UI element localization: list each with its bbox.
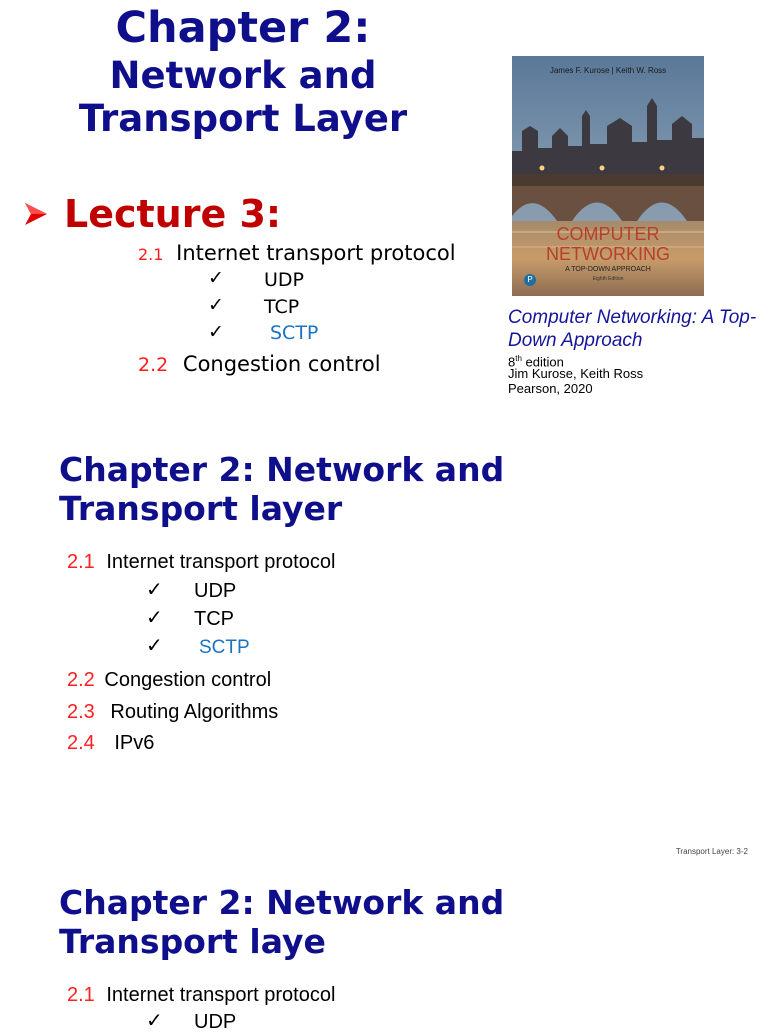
book-authors-caption: Jim Kurose, Keith Ross	[508, 366, 644, 381]
item-number: 2.4	[67, 732, 95, 754]
item-text: Congestion control	[104, 669, 272, 691]
edition-number: 8	[508, 354, 516, 370]
checkmark-icon: ✓	[208, 267, 224, 289]
slide3-item-2-1	[67, 984, 335, 1007]
slide1-title-line1: Chapter 2:	[115, 3, 371, 53]
book-authors: James F. Kurose | Keith W. Ross	[549, 66, 667, 75]
item-text: Routing Algorithms	[110, 701, 279, 723]
slide2-item-udp	[146, 577, 237, 602]
book-cover-title-1: COMPUTER	[556, 224, 660, 244]
item-text: SCTP	[199, 637, 250, 658]
slide2-item-2-4	[67, 732, 154, 755]
item-text: Congestion control	[182, 352, 381, 376]
item-number: 2.1	[67, 551, 95, 573]
checkmark-icon: ✓	[208, 294, 224, 316]
lecture-label: Lecture 3:	[64, 192, 282, 236]
slide1-title-line2: Network and	[109, 54, 377, 98]
slide1-item-2-1	[138, 241, 456, 265]
item-text: SCTP	[270, 322, 319, 344]
book-cover-edition: Eighth Edition	[592, 276, 624, 282]
slide1-item-sctp	[208, 321, 319, 344]
slide2-item-2-1	[67, 551, 335, 574]
slide3-title-line2: Transport laye	[59, 922, 326, 961]
slide-footer: Transport Layer: 3-2	[675, 847, 748, 856]
checkmark-icon: ✓	[146, 633, 163, 657]
book-cover-title-2: NETWORKING	[546, 244, 670, 264]
item-number: 2.1	[138, 245, 164, 264]
item-number: 2.2	[138, 354, 169, 376]
item-text: Internet transport protocol	[106, 984, 336, 1006]
slide3-item-udp	[146, 1008, 237, 1033]
item-number: 2.1	[67, 984, 95, 1006]
slide2-title	[59, 450, 659, 528]
lecture-heading	[22, 192, 281, 236]
slide2-item-2-3	[67, 701, 278, 724]
edition-word: edition	[521, 354, 564, 370]
slide2-item-tcp	[146, 605, 234, 630]
checkmark-icon: ✓	[146, 605, 163, 629]
slide3-title-line1: Chapter 2: Network and	[59, 883, 505, 922]
edition-suffix: th	[515, 354, 522, 363]
slide1-item-tcp	[208, 294, 300, 318]
slide1-item-udp	[208, 267, 304, 291]
item-text: TCP	[194, 608, 234, 630]
item-text: Internet transport protocol	[106, 551, 336, 573]
slide2-title-line1: Chapter 2: Network and	[59, 450, 505, 489]
checkmark-icon: ✓	[146, 577, 163, 601]
item-text: IPv6	[114, 732, 155, 754]
item-number: 2.3	[67, 701, 95, 723]
publisher-logo-icon: P	[524, 274, 536, 286]
item-text: Internet transport protocol	[176, 241, 456, 265]
book-publisher: Pearson, 2020	[508, 381, 593, 396]
item-text: UDP	[194, 580, 237, 602]
slide3-title	[59, 883, 659, 961]
item-text: UDP	[264, 269, 304, 291]
slide2-item-2-2	[67, 669, 271, 692]
book-caption-title: Computer Networking: A Top-Down Approach	[508, 307, 757, 351]
book-cover-image	[512, 56, 704, 296]
slide1-title	[40, 4, 446, 141]
slide2-item-sctp	[146, 633, 250, 658]
item-number: 2.2	[67, 669, 95, 691]
item-text: TCP	[264, 296, 300, 318]
slide2-title-line2: Transport layer	[59, 489, 343, 528]
arrow-bullet-icon	[22, 200, 50, 228]
item-text: UDP	[194, 1011, 237, 1033]
checkmark-icon: ✓	[208, 321, 224, 343]
book-cover-subtitle: A TOP-DOWN APPROACH	[565, 266, 651, 273]
slide1-title-line3: Transport Layer	[78, 96, 408, 140]
slide1-item-2-2	[138, 352, 381, 376]
checkmark-icon: ✓	[146, 1008, 163, 1032]
